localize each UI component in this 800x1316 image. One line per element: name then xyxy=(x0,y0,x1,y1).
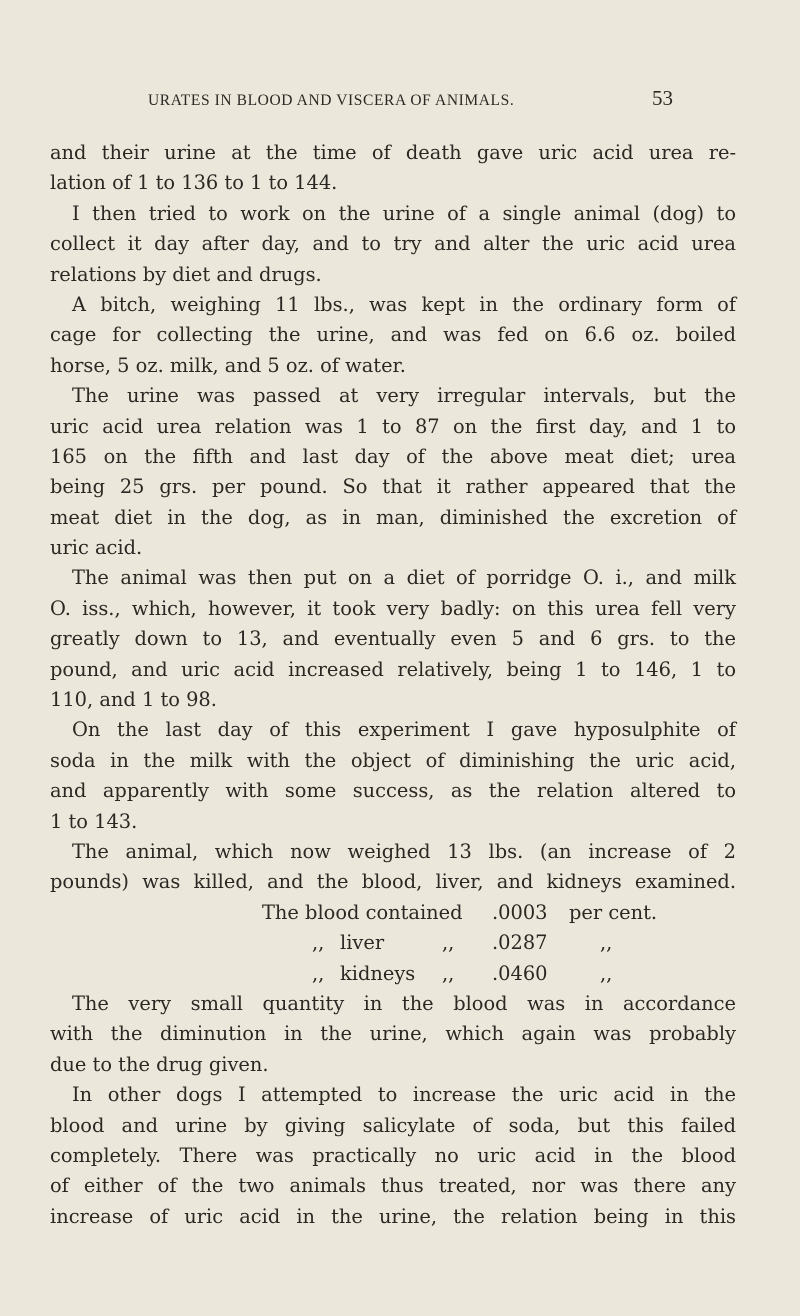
table-cell: ,, xyxy=(600,961,613,985)
table-row xyxy=(50,959,736,989)
text-line: being 25 grs. per pound. So that it rather appeared that the xyxy=(50,475,736,499)
text-line: soda in the milk with the object of diminishing the uric acid, xyxy=(50,748,736,772)
table-cell: .0003 xyxy=(492,900,548,924)
table-row xyxy=(50,928,736,958)
text-line: and apparently with some success, as the relation altered to xyxy=(50,779,736,803)
page-number: 53 xyxy=(652,86,673,110)
text-line: uric acid urea relation was 1 to 87 on the first day, and 1 to xyxy=(50,414,736,438)
table-cell: .0460 xyxy=(492,961,548,985)
table-cell: ,, xyxy=(312,931,325,955)
text-line: and their urine at the time of death gave uric acid urea re- xyxy=(50,141,736,164)
text-line: cage for collecting the urine, and was fed on 6.6 oz. boiled xyxy=(50,323,736,347)
text-line: relations by diet and drugs. xyxy=(50,262,322,286)
text-line: horse, 5 oz. milk, and 5 oz. of water. xyxy=(50,353,406,377)
text-line: lation of 1 to 136 to 1 to 144. xyxy=(50,171,338,195)
text-line: In other dogs I attempted to increase the uric acid in the xyxy=(72,1083,736,1107)
table-cell: liver xyxy=(340,931,385,955)
table-cell: ,, xyxy=(442,931,455,955)
text-line: increase of uric acid in the urine, the relation being in this xyxy=(50,1204,736,1228)
text-line: pound, and uric acid increased relatively, being 1 to 146, 1 to xyxy=(50,657,736,681)
text-line: completely. There was practically no uric acid in the blood xyxy=(50,1143,736,1167)
text-line: I then tried to work on the urine of a single animal (dog) to xyxy=(72,201,736,225)
text-line: due to the drug given. xyxy=(50,1052,269,1076)
text-line: 1 to 143. xyxy=(50,809,138,833)
table-cell: .0287 xyxy=(492,931,548,955)
text-line: The animal was then put on a diet of porridge O. i., and milk xyxy=(72,566,736,590)
body-text xyxy=(50,138,736,1232)
text-line: with the diminution in the urine, which again was probably xyxy=(50,1022,736,1046)
text-line: greatly down to 13, and eventually even 5 and 6 grs. to the xyxy=(50,627,736,651)
text-line: of either of the two animals thus treated, nor was there any xyxy=(50,1174,736,1198)
text-line: On the last day of this experiment I gave hyposulphite of xyxy=(72,718,736,742)
table-cell: The blood contained xyxy=(262,900,463,924)
text-line: pounds) was killed, and the blood, liver, and kidneys examined. xyxy=(50,870,736,894)
text-line: blood and urine by giving salicylate of soda, but this failed xyxy=(50,1113,736,1137)
text-line: O. iss., which, however, it took very badly: on this urea fell very xyxy=(50,596,736,620)
running-head xyxy=(0,86,800,116)
text-line: meat diet in the dog, as in man, diminished the excretion of xyxy=(50,505,736,529)
table-row xyxy=(50,898,736,928)
table-cell: ,, xyxy=(442,961,455,985)
text-line: collect it day after day, and to try and alter the uric acid urea xyxy=(50,232,736,256)
text-line: 110, and 1 to 98. xyxy=(50,688,217,712)
text-line: The urine was passed at very irregular intervals, but the xyxy=(72,384,736,408)
table-cell: kidneys xyxy=(340,961,416,985)
running-title: URATES IN BLOOD AND VISCERA OF ANIMALS. xyxy=(148,92,515,109)
text-line: The animal, which now weighed 13 lbs. (an increase of 2 xyxy=(72,839,736,863)
text-line: 165 on the fifth and last day of the above meat diet; urea xyxy=(50,444,736,468)
table-cell: ,, xyxy=(600,931,613,955)
table-cell: ,, xyxy=(312,961,325,985)
text-line: uric acid. xyxy=(50,536,143,560)
text-line: A bitch, weighing 11 lbs., was kept in the ordinary form of xyxy=(72,292,736,316)
text-line: The very small quantity in the blood was in accordance xyxy=(72,991,736,1015)
table-cell: per cent. xyxy=(569,900,658,924)
